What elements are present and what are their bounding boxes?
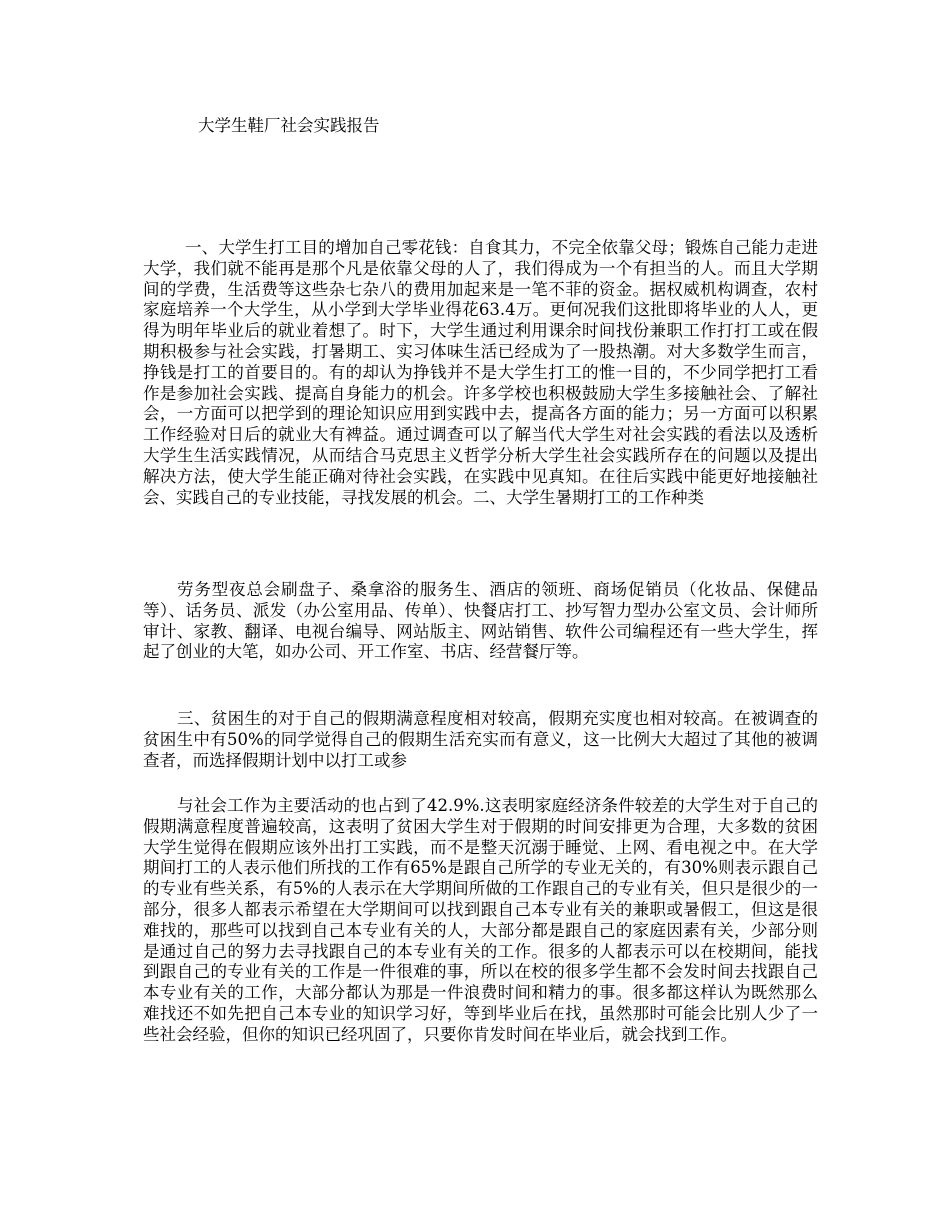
paragraph-purpose-of-work: 一、大学生打工目的增加自己零花钱：自食其力，不完全依靠父母；锻炼自己能力走进大学，我们就不能再是那个凡是依靠父母的人了，我们得成为一个有担当的人。而且大学期间的学费，生活费等这些杂七杂八的费用加起来是一笔不菲的资金。据权威机构调查，农村家庭培养一个大学生，从小学到大学毕业得花63.4万。更何况我们这批即将毕业的人人，更得为明年毕业后的就业着想了。时下，大学生通过利用课余时间找份兼职工作打打工或在假期积极参与社会实践，打暑期工、实习体味生活已经成为了一股热潮。对大多数学生而言，挣钱是打工的首要目的。有的却认为挣钱并不是大学生打工的惟一目的，不少同学把打工看作是参加社会实践、提高自身能力的机会。许多学校也积极鼓励大学生多接触社会、了解社会，一方面可以把学到的理论知识应用到实践中去，提高各方面的能力；另一方面可以积累工作经验对日后的就业大有裨益。通过调查可以了解当代大学生对社会实践的看法以及透析大学生生活实践情况，从而结合马克思主义哲学分析大学生社会实践所存在的问题以及提出解决方法，使大学生能正确对待社会实践，在实践中见真知。在往后实践中能更好地接触社会、实践自己的专业技能，寻找发展的机会。二、大学生暑期打工的工作种类 [143,238,818,507]
paragraph-work-and-major: 与社会工作为主要活动的也占到了42.9%.这表明家庭经济条件较差的大学生对于自己的假期满意程度普遍较高，这表明了贫困大学生对于假期的时间安排更为合理，大多数的贫困大学生觉得在假期应该外出打工实践，而不是整天沉溺于睡觉、上网、看电视之中。在大学期间打工的人表示他们所找的工作有65%是跟自己所学的专业无关的，有30%则表示跟自己的专业有些关系，有5%的人表示在大学期间所做的工作跟自己的专业有关，但只是很少的一部分，很多人都表示希望在大学期间可以找到跟自己本专业有关的兼职或暑假工，但这是很难找的，那些可以找到自己本专业有关的人，大部分都是跟自己的家庭因素有关，少部分则是通过自己的努力去寻找跟自己的本专业有关的工作。很多的人都表示可以在校期间，能找到跟自己的专业有关的工作是一件很难的事，所以在校的很多学生都不会发时间去找跟自己本专业有关的工作，大部分都认为那是一件浪费时间和精力的事。很多都这样认为既然那么难找还不如先把自己本专业的知识学习好，等到毕业后在找，虽然那时可能会比别人少了一些社会经验，但你的知识已经巩固了，只要你肯发时间在毕业后，就会找到工作。 [143,796,818,1044]
paragraph-poor-students-satisfaction: 三、贫困生的对于自己的假期满意程度相对较高，假期充实度也相对较高。在被调查的贫困生中有50%的同学觉得自己的假期生活充实而有意义，这一比例大大超过了其他的被调查者，而选择假期计划中以打工或参 [143,709,818,770]
document-title: 大学生鞋厂社会实践报告 [198,116,380,135]
paragraph-job-types: 劳务型夜总会刷盘子、桑拿浴的服务生、酒店的领班、商场促销员（化妆品、保健品等）、话务员、派发（办公室用品、传单）、快餐店打工、抄写智力型办公室文员、会计师所审计、家教、翻译、电视台编导、网站版主、网站销售、软件公司编程还有一些大学生，挥起了创业的大笔，如办公司、开工作室、书店、经营餐厅等。 [143,580,818,662]
